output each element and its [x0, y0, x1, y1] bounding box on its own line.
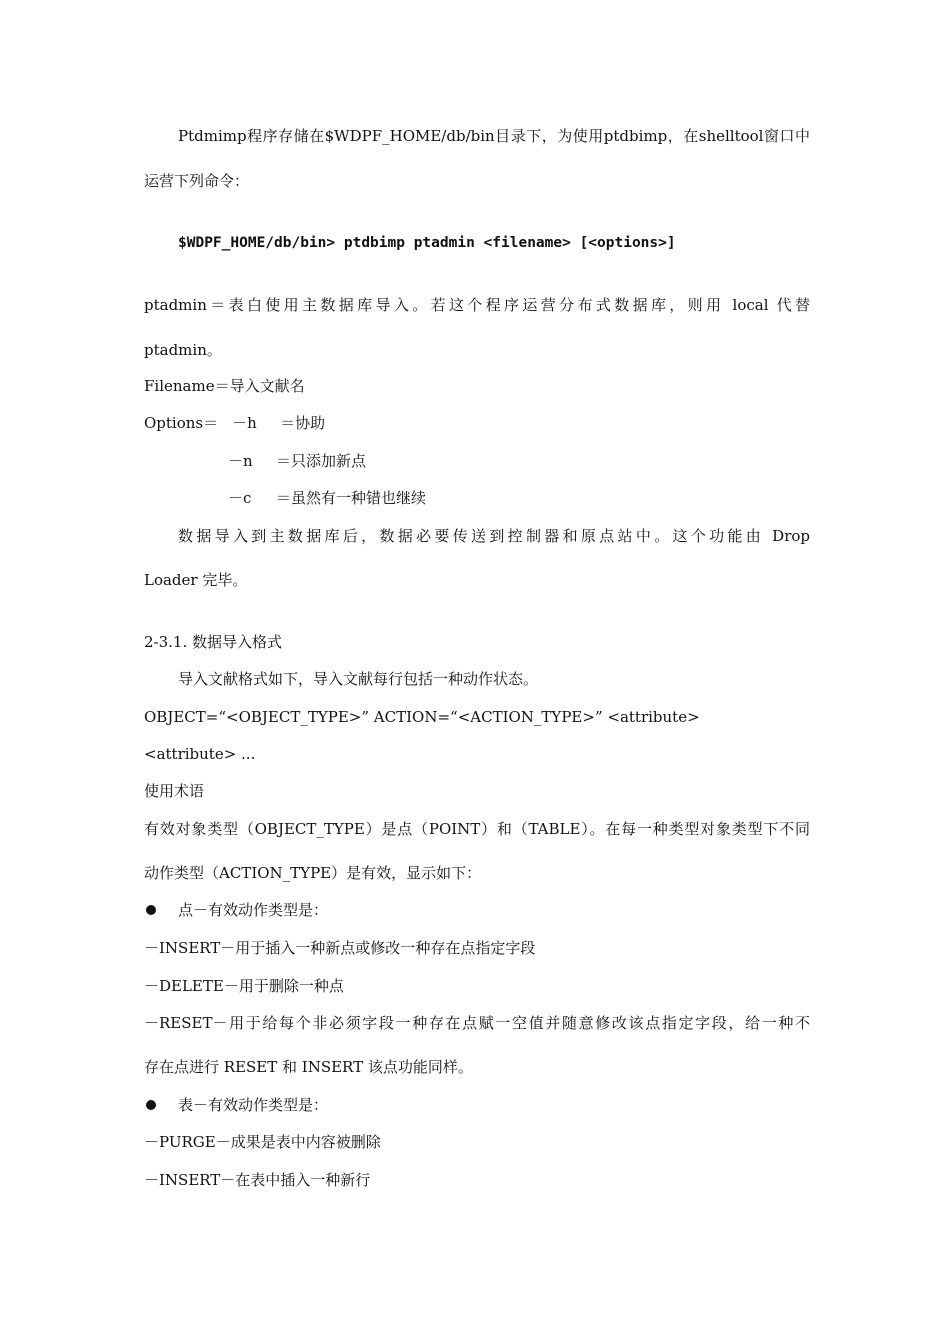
point-item-delete: －DELETE－用于删除一种点: [144, 977, 344, 995]
bullet-icon: [146, 1100, 156, 1110]
options-line-n: [228, 451, 810, 471]
format-line-2: <attribute> ...: [144, 745, 256, 763]
intro-line-1: Ptdmimp程序存储在$WDPF_HOME/db/bin目录下，为使用ptdbimp，在shelltool窗口中: [178, 127, 810, 145]
format-line-1: OBJECT=“<OBJECT_TYPE>” ACTION=“<ACTION_TYPE>” <attribute>: [144, 708, 700, 726]
filename-line: Filename＝导入文献名: [144, 377, 305, 395]
terms-line-2: 动作类型（ACTION_TYPE）是有效，显示如下：: [144, 864, 482, 882]
ptadmin-line-2: ptadmin。: [144, 341, 222, 359]
option-desc-n: ＝只添加新点: [276, 452, 367, 470]
point-bullet-text: 点－有效动作类型是：: [178, 901, 329, 919]
intro-line-2: 运营下列命令：: [144, 172, 250, 190]
point-item-insert: －INSERT－用于插入一种新点或修改一种存在点指定字段: [144, 939, 536, 957]
table-bullet-text: 表－有效动作类型是：: [178, 1096, 329, 1114]
option-desc-c: ＝虽然有一种错也继续: [276, 489, 427, 507]
point-item-reset-1: －RESET－用于给每个非必须字段一种存在点赋一空值并随意修改该点指定字段，给一种不: [144, 1014, 810, 1032]
point-item-reset-2: 存在点进行 RESET 和 INSERT 该点功能同样。: [144, 1058, 473, 1076]
point-bullet: [144, 900, 810, 920]
command-line: $WDPF_HOME/db/bin> ptdbimp ptadmin <filename> [<options>]: [178, 235, 676, 251]
option-desc-h: ＝协助: [280, 414, 326, 432]
ptadmin-line-1: ptadmin＝表白使用主数据库导入。若这个程序运营分布式数据库，则用 local 代替: [144, 296, 810, 314]
options-line-c: [228, 488, 810, 508]
section-heading: 2-3.1. 数据导入格式: [144, 633, 283, 651]
table-item-purge: －PURGE－成果是表中内容被删除: [144, 1133, 381, 1151]
terms-heading: 使用术语: [144, 782, 205, 800]
bullet-icon: [146, 905, 156, 915]
terms-line-1: 有效对象类型（OBJECT_TYPE）是点（POINT）和（TABLE）。在每一种类型对象类型下不同: [144, 820, 810, 838]
options-line-h: [144, 413, 810, 433]
table-bullet: [144, 1095, 810, 1115]
table-item-insert: －INSERT－在表中插入一种新行: [144, 1171, 371, 1189]
option-key-n: －n: [228, 452, 253, 470]
dropload-line-2: Loader 完毕。: [144, 571, 248, 589]
dropload-line-1: 数据导入到主数据库后，数据必要传送到控制器和原点站中。这个功能由 Drop: [178, 527, 810, 545]
options-label: Options＝: [144, 414, 219, 432]
option-key-h: －h: [232, 414, 257, 432]
option-key-c: －c: [228, 489, 252, 507]
section-intro: 导入文献格式如下，导入文献每行包括一种动作状态。: [178, 670, 539, 688]
